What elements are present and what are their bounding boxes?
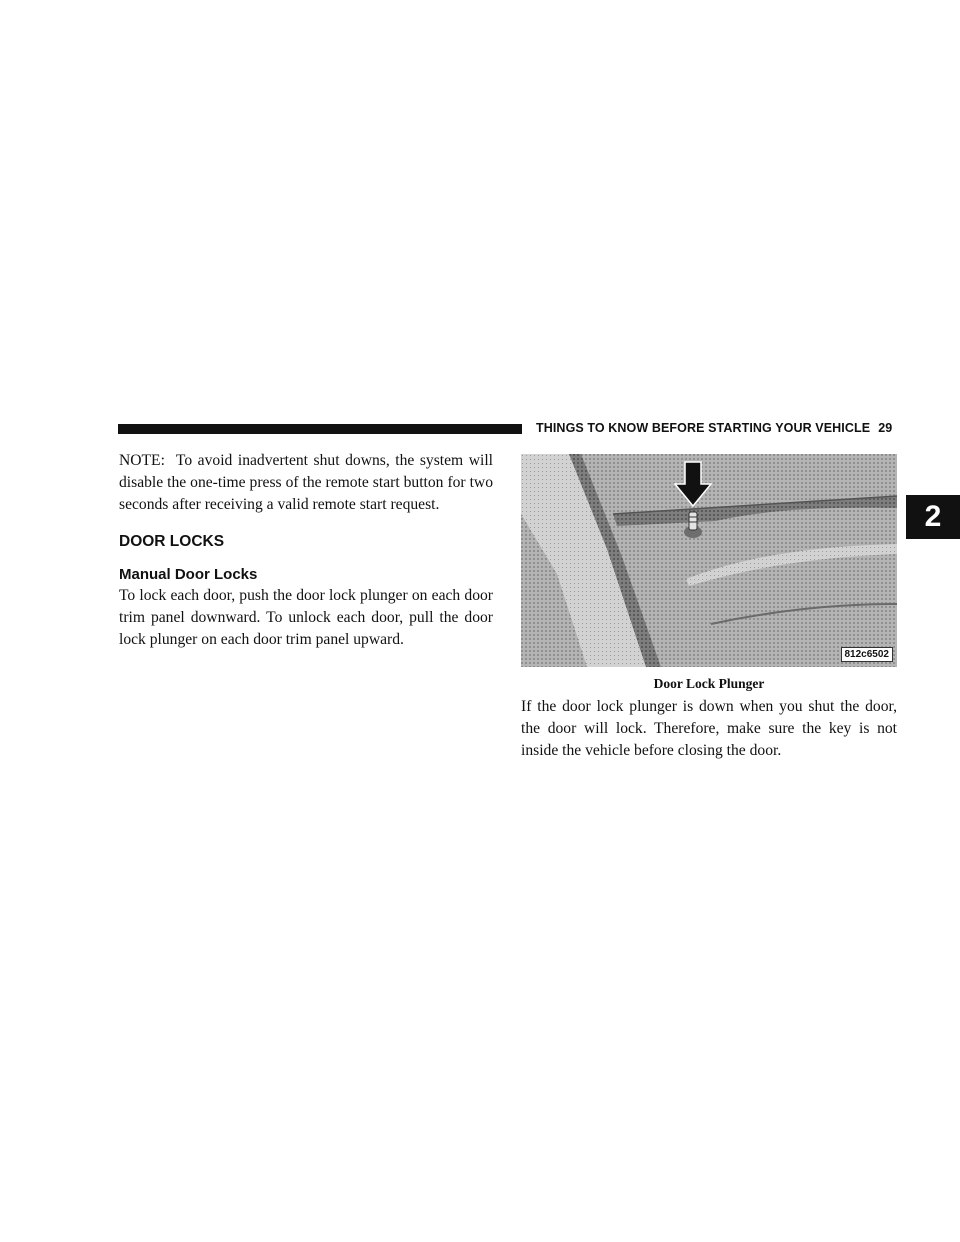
running-header [536, 421, 906, 435]
door-lock-paragraph: If the door lock plunger is down when you shut the door, the door will lock. Therefore, make sure the key is not inside the vehicle before closing the door. [521, 698, 897, 759]
chapter-tab: 2 [906, 495, 960, 539]
right-column [521, 696, 897, 762]
subsection-heading: Manual Door Locks [119, 566, 258, 583]
note-text: To avoid inadvertent shut downs, the system will disable the one-time press of the remote start button for two seconds after receiving a valid remote start request. [119, 452, 493, 513]
section-heading: DOOR LOCKS [119, 533, 225, 550]
note-label: NOTE: [119, 452, 165, 469]
manual-locks-paragraph: To lock each door, push the door lock plunger on each door trim panel downward. To unlock each door, pull the door lock plunger on each door trim panel upward. [119, 587, 493, 648]
note-paragraph [119, 450, 493, 516]
figure-caption: Door Lock Plunger [653, 676, 765, 691]
figure-code: 812c6502 [841, 647, 894, 662]
section-title: THINGS TO KNOW BEFORE STARTING YOUR VEHICLE [536, 421, 871, 435]
door-panel-drawing [521, 454, 897, 667]
left-column [119, 450, 493, 651]
page-number: 29 [878, 421, 893, 435]
header-rule [118, 424, 522, 434]
door-lock-illustration [521, 454, 897, 667]
